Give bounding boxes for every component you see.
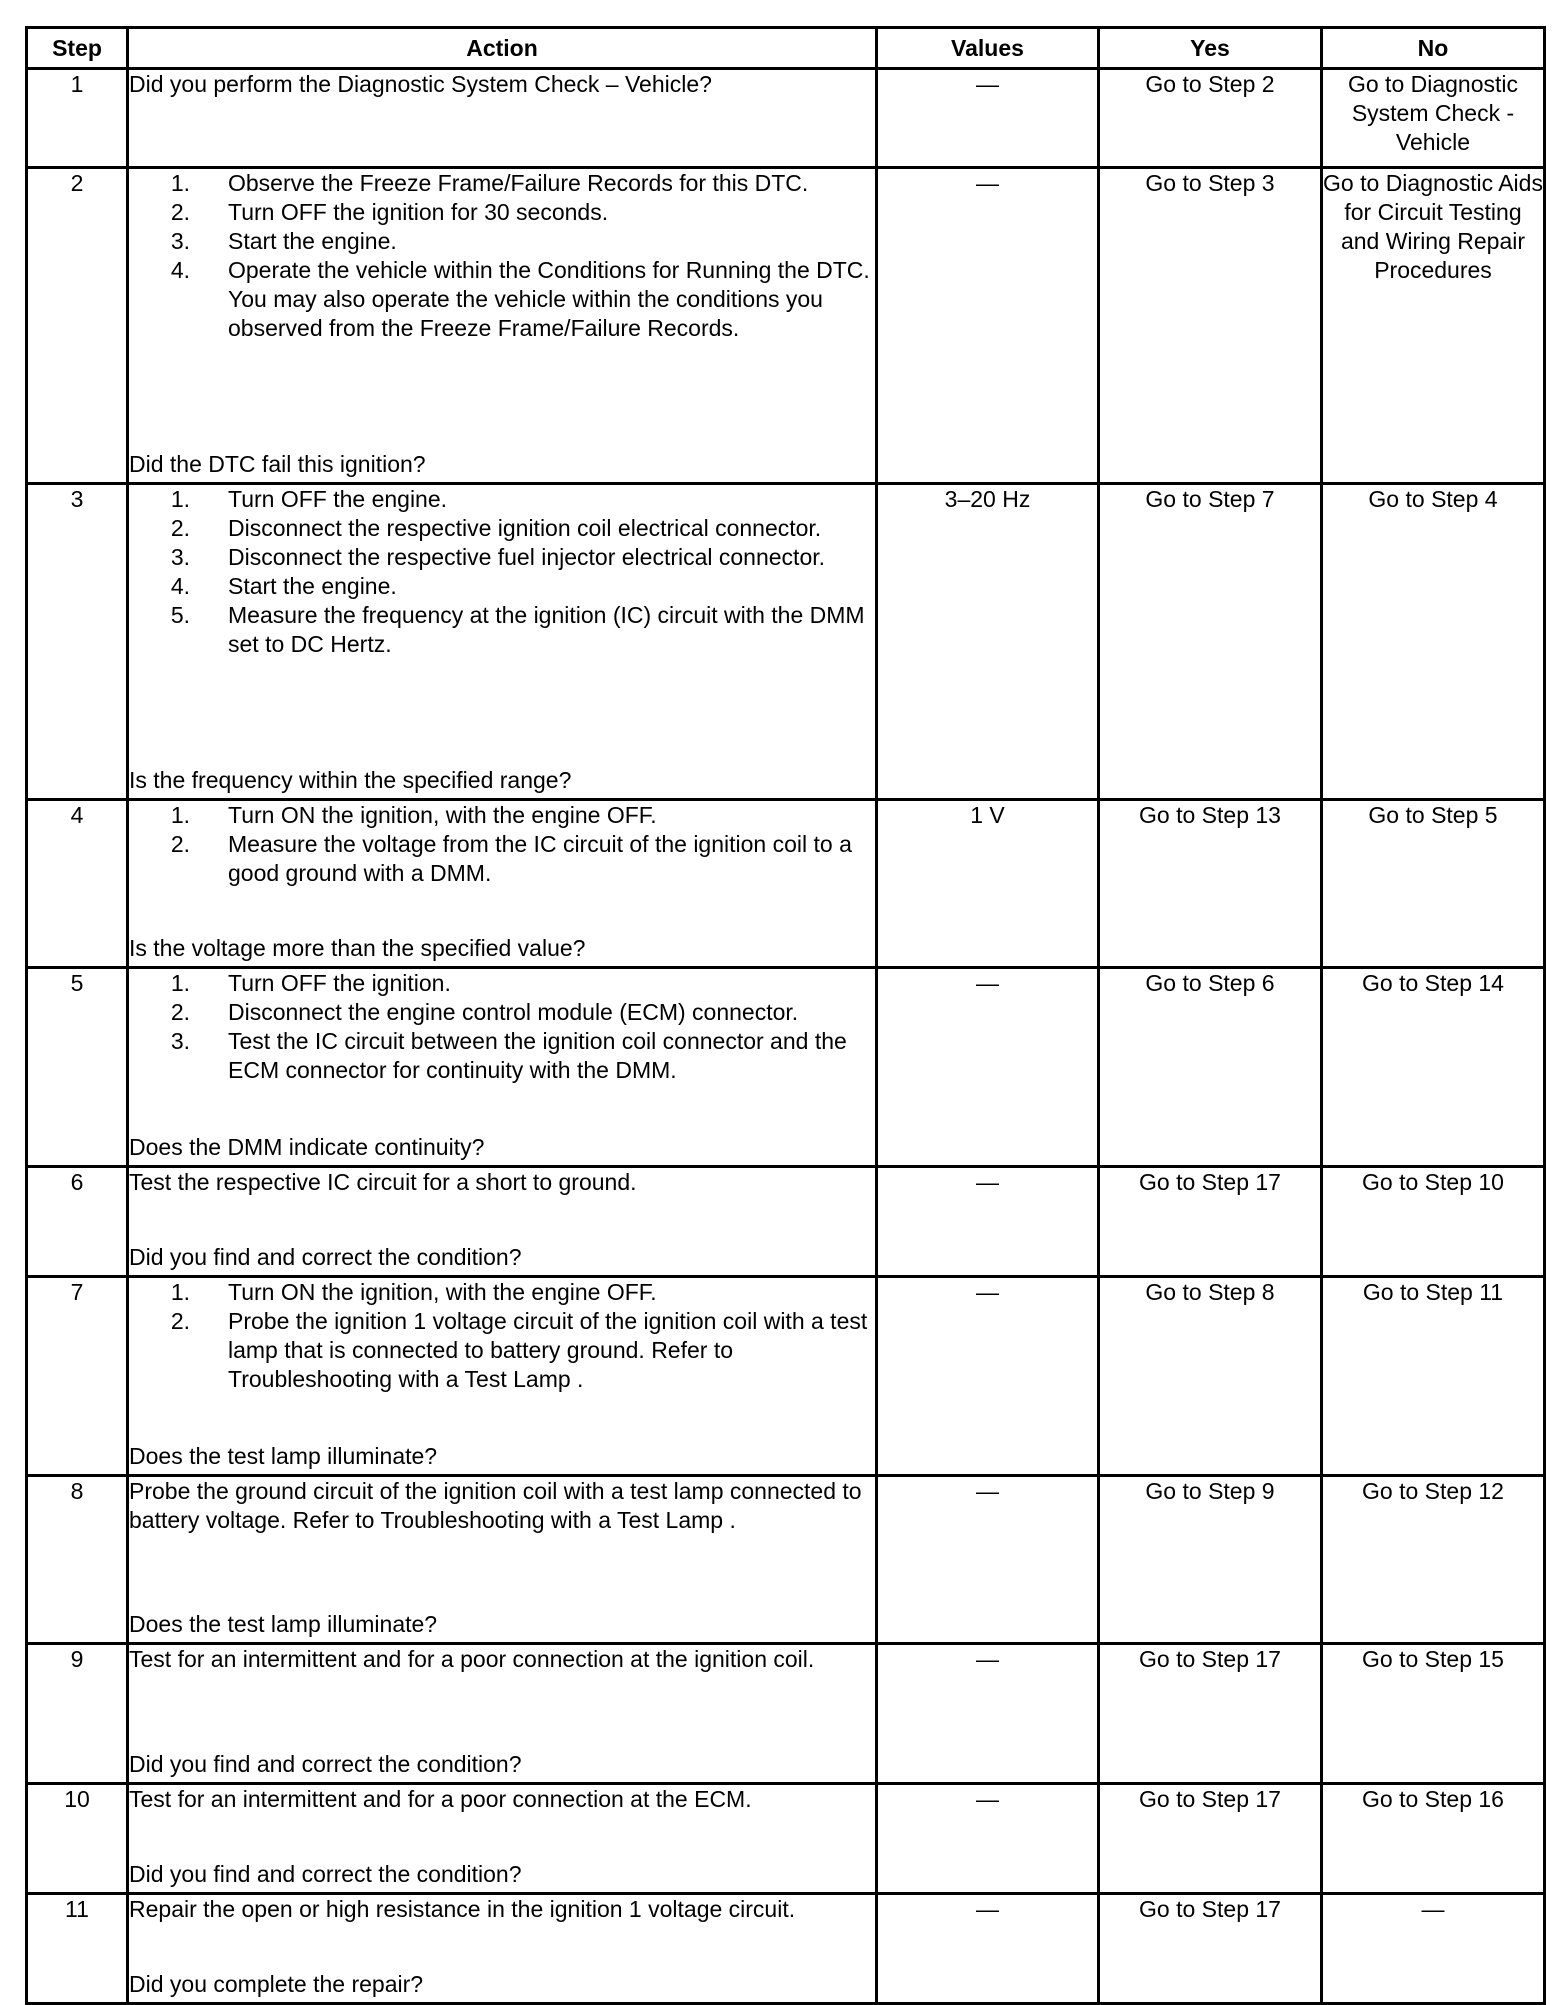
header-step: Step — [27, 28, 128, 69]
yes-cell: Go to Step 2 — [1099, 69, 1322, 168]
table-row — [27, 1644, 1545, 1784]
step-number: 9 — [27, 1644, 128, 1784]
diagnostic-table — [25, 26, 1546, 2005]
instruction-item — [129, 1278, 875, 1307]
table-row — [27, 1784, 1545, 1894]
step-number: 3 — [27, 484, 128, 800]
instruction-number: 5. — [170, 602, 190, 628]
instruction-text: Start the engine. — [228, 228, 397, 254]
no-cell: Go to Step 5 — [1322, 800, 1545, 968]
instruction-item — [129, 1307, 875, 1394]
instruction-item — [129, 256, 875, 343]
instruction-number: 3. — [170, 228, 190, 254]
step-number: 1 — [27, 69, 128, 168]
action-cell — [128, 1894, 877, 2004]
instruction-number: 2. — [170, 199, 190, 225]
instruction-number: 3. — [170, 1028, 190, 1054]
instruction-number: 2. — [170, 831, 190, 857]
action-intro: Test the respective IC circuit for a short to ground. — [129, 1169, 637, 1195]
instruction-text: Turn ON the ignition, with the engine OFF. — [228, 1279, 657, 1305]
instruction-list — [129, 169, 875, 343]
instruction-item — [129, 227, 875, 256]
action-cell — [128, 1277, 877, 1476]
action-instructions — [129, 70, 875, 99]
instruction-list — [129, 1278, 875, 1394]
no-cell: Go to Step 16 — [1322, 1784, 1545, 1894]
value-cell: — — [877, 1784, 1099, 1894]
action-instructions — [129, 969, 875, 1085]
action-content — [129, 1895, 875, 1999]
header-no: No — [1322, 28, 1545, 69]
instruction-number: 1. — [170, 170, 190, 196]
instruction-item — [129, 601, 875, 659]
header-yes: Yes — [1099, 28, 1322, 69]
no-cell: — — [1322, 1894, 1545, 2004]
instruction-item — [129, 830, 875, 888]
action-instructions — [129, 169, 875, 343]
step-number: 10 — [27, 1784, 128, 1894]
instruction-list — [129, 969, 875, 1085]
header-action: Action — [128, 28, 877, 69]
action-intro: Probe the ground circuit of the ignition coil with a test lamp connected to battery voltage. Refer to Troubleshooting with a Test Lamp . — [129, 1478, 862, 1533]
action-cell — [128, 1784, 877, 1894]
no-cell: Go to Step 12 — [1322, 1476, 1545, 1644]
action-instructions — [129, 1278, 875, 1394]
value-cell: — — [877, 1894, 1099, 2004]
instruction-text: Measure the voltage from the IC circuit of the ignition coil to a good ground with a DMM. — [228, 831, 852, 886]
action-intro: Test for an intermittent and for a poor connection at the ignition coil. — [129, 1646, 815, 1672]
instruction-list — [129, 485, 875, 659]
instruction-text: Measure the frequency at the ignition (IC) circuit with the DMM set to DC Hertz. — [228, 602, 865, 657]
instruction-number: 1. — [170, 1279, 190, 1305]
action-question: Did you find and correct the condition? — [129, 1861, 522, 1887]
table-row — [27, 1277, 1545, 1476]
instruction-number: 2. — [170, 999, 190, 1025]
instruction-text: Turn OFF the engine. — [228, 486, 448, 512]
instruction-text: Test the IC circuit between the ignition coil connector and the ECM connector for continuity with the DMM. — [228, 1028, 847, 1083]
table-row — [27, 968, 1545, 1167]
action-content — [129, 485, 875, 795]
action-question: Is the frequency within the specified range? — [129, 767, 572, 793]
no-cell: Go to Diagnostic Aids for Circuit Testing and Wiring Repair Procedures — [1322, 168, 1545, 484]
table-row — [27, 168, 1545, 484]
instruction-number: 4. — [170, 573, 190, 599]
instruction-item — [129, 198, 875, 227]
instruction-text: Disconnect the respective fuel injector electrical connector. — [228, 544, 826, 570]
step-number: 2 — [27, 168, 128, 484]
yes-cell: Go to Step 9 — [1099, 1476, 1322, 1644]
step-number: 8 — [27, 1476, 128, 1644]
header-values: Values — [877, 28, 1099, 69]
instruction-number: 4. — [170, 257, 190, 283]
instruction-item — [129, 485, 875, 514]
instruction-text: Start the engine. — [228, 573, 397, 599]
action-instructions — [129, 1168, 875, 1197]
value-cell: 1 V — [877, 800, 1099, 968]
action-content — [129, 70, 875, 163]
action-content — [129, 1278, 875, 1471]
action-cell — [128, 1644, 877, 1784]
value-cell: — — [877, 69, 1099, 168]
action-instructions — [129, 485, 875, 659]
action-content — [129, 1645, 875, 1779]
yes-cell: Go to Step 17 — [1099, 1894, 1322, 2004]
step-number: 5 — [27, 968, 128, 1167]
action-cell — [128, 484, 877, 800]
action-question: Did you find and correct the condition? — [129, 1244, 522, 1270]
no-cell: Go to Step 14 — [1322, 968, 1545, 1167]
instruction-number: 1. — [170, 802, 190, 828]
no-cell: Go to Step 11 — [1322, 1277, 1545, 1476]
instruction-number: 2. — [170, 515, 190, 541]
step-number: 11 — [27, 1894, 128, 2004]
step-number: 6 — [27, 1167, 128, 1277]
step-number: 4 — [27, 800, 128, 968]
instruction-text: Turn ON the ignition, with the engine OFF. — [228, 802, 657, 828]
instruction-item — [129, 514, 875, 543]
action-question: Did you find and correct the condition? — [129, 1751, 522, 1777]
action-content — [129, 1168, 875, 1272]
instruction-number: 1. — [170, 486, 190, 512]
instruction-item — [129, 169, 875, 198]
action-intro: Repair the open or high resistance in the ignition 1 voltage circuit. — [129, 1896, 796, 1922]
instruction-text: Operate the vehicle within the Conditions for Running the DTC. You may also operate the vehicle within the conditions you observed from the Freeze Frame/Failure Records. — [228, 257, 870, 341]
action-cell — [128, 1167, 877, 1277]
instruction-item — [129, 572, 875, 601]
instruction-text: Turn OFF the ignition. — [228, 970, 451, 996]
step-number: 7 — [27, 1277, 128, 1476]
instruction-number: 1. — [170, 970, 190, 996]
instruction-item — [129, 998, 875, 1027]
header-row — [27, 28, 1545, 69]
action-content — [129, 969, 875, 1162]
action-cell — [128, 800, 877, 968]
action-question: Does the DMM indicate continuity? — [129, 1134, 485, 1160]
yes-cell: Go to Step 17 — [1099, 1167, 1322, 1277]
value-cell: — — [877, 1167, 1099, 1277]
yes-cell: Go to Step 8 — [1099, 1277, 1322, 1476]
table-row — [27, 1167, 1545, 1277]
instruction-number: 3. — [170, 544, 190, 570]
action-cell — [128, 1476, 877, 1644]
instruction-text: Disconnect the respective ignition coil electrical connector. — [228, 515, 822, 541]
table-row — [27, 1476, 1545, 1644]
action-instructions — [129, 1895, 875, 1924]
action-content — [129, 169, 875, 479]
value-cell: — — [877, 168, 1099, 484]
no-cell: Go to Step 10 — [1322, 1167, 1545, 1277]
value-cell: — — [877, 968, 1099, 1167]
yes-cell: Go to Step 13 — [1099, 800, 1322, 968]
instruction-list — [129, 801, 875, 888]
yes-cell: Go to Step 17 — [1099, 1644, 1322, 1784]
action-question: Does the test lamp illuminate? — [129, 1611, 438, 1637]
instruction-item — [129, 969, 875, 998]
action-instructions — [129, 801, 875, 888]
action-instructions — [129, 1645, 875, 1674]
table-row — [27, 69, 1545, 168]
instruction-item — [129, 801, 875, 830]
value-cell: — — [877, 1476, 1099, 1644]
table-row — [27, 800, 1545, 968]
action-cell — [128, 69, 877, 168]
value-cell: — — [877, 1277, 1099, 1476]
yes-cell: Go to Step 7 — [1099, 484, 1322, 800]
instruction-text: Disconnect the engine control module (ECM) connector. — [228, 999, 799, 1025]
action-instructions — [129, 1785, 875, 1814]
yes-cell: Go to Step 17 — [1099, 1784, 1322, 1894]
instruction-text: Turn OFF the ignition for 30 seconds. — [228, 199, 609, 225]
action-question: Is the voltage more than the specified value? — [129, 935, 586, 961]
action-content — [129, 801, 875, 963]
action-instructions — [129, 1477, 875, 1535]
instruction-text: Observe the Freeze Frame/Failure Records for this DTC. — [228, 170, 809, 196]
action-question: Does the test lamp illuminate? — [129, 1443, 438, 1469]
table-row — [27, 484, 1545, 800]
no-cell: Go to Diagnostic System Check - Vehicle — [1322, 69, 1545, 168]
value-cell: — — [877, 1644, 1099, 1784]
action-intro: Did you perform the Diagnostic System Check – Vehicle? — [129, 71, 712, 97]
yes-cell: Go to Step 3 — [1099, 168, 1322, 484]
no-cell: Go to Step 15 — [1322, 1644, 1545, 1784]
action-cell — [128, 168, 877, 484]
instruction-item — [129, 1027, 875, 1085]
no-cell: Go to Step 4 — [1322, 484, 1545, 800]
yes-cell: Go to Step 6 — [1099, 968, 1322, 1167]
instruction-item — [129, 543, 875, 572]
action-question: Did you complete the repair? — [129, 1971, 424, 1997]
value-cell: 3–20 Hz — [877, 484, 1099, 800]
action-intro: Test for an intermittent and for a poor connection at the ECM. — [129, 1786, 752, 1812]
instruction-text: Probe the ignition 1 voltage circuit of the ignition coil with a test lamp that is connected to battery ground. Refer to Troubleshooting with a Test Lamp . — [228, 1308, 868, 1392]
action-content — [129, 1477, 875, 1639]
instruction-number: 2. — [170, 1308, 190, 1334]
action-cell — [128, 968, 877, 1167]
table-row — [27, 1894, 1545, 2004]
action-question: Did the DTC fail this ignition? — [129, 451, 426, 477]
action-content — [129, 1785, 875, 1889]
